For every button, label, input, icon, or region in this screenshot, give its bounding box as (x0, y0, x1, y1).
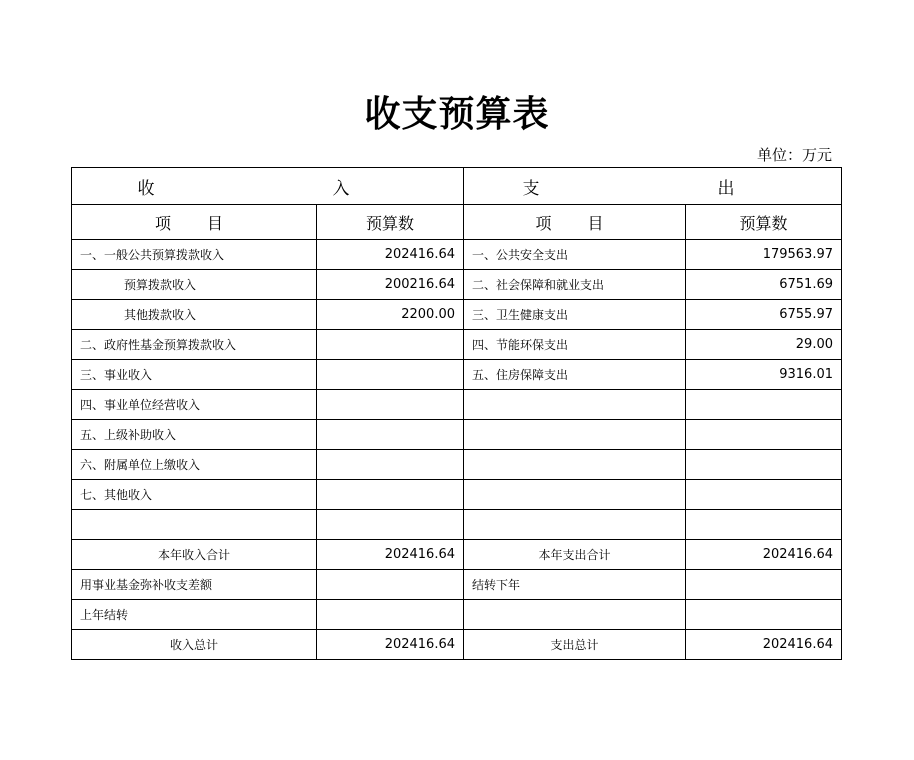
expense-item (464, 600, 686, 630)
income-value (317, 390, 464, 420)
expense-value (686, 420, 842, 450)
expense-value: 29.00 (686, 330, 842, 360)
expense-total-value: 202416.64 (686, 630, 842, 660)
income-item: 二、政府性基金预算拨款收入 (72, 330, 317, 360)
income-budget-header: 预算数 (317, 205, 464, 240)
page-title: 收支预算表 (364, 94, 550, 135)
expense-item: 一、公共安全支出 (464, 240, 686, 270)
table-row (72, 510, 842, 540)
section-expense-header: 支 出 (464, 168, 842, 205)
section-income-header: 收 入 (72, 168, 464, 205)
income-item: 上年结转 (72, 600, 317, 630)
income-item (72, 510, 317, 540)
expense-item: 四、节能环保支出 (464, 330, 686, 360)
expense-item (464, 480, 686, 510)
income-item: 一、一般公共预算拨款收入 (72, 240, 317, 270)
income-subtotal-value: 202416.64 (317, 540, 464, 570)
income-item: 五、上级补助收入 (72, 420, 317, 450)
expense-item: 五、住房保障支出 (464, 360, 686, 390)
expense-item: 结转下年 (464, 570, 686, 600)
income-total-label: 收入总计 (72, 630, 317, 660)
income-item: 预算拨款收入 (72, 270, 317, 300)
expense-value (686, 570, 842, 600)
expense-value: 179563.97 (686, 240, 842, 270)
income-value: 202416.64 (317, 240, 464, 270)
table-row (72, 270, 842, 300)
income-value (317, 330, 464, 360)
income-item: 其他拨款收入 (72, 300, 317, 330)
column-header-row (72, 205, 842, 240)
table-row (72, 600, 842, 630)
income-subtotal-label: 本年收入合计 (72, 540, 317, 570)
expense-value: 9316.01 (686, 360, 842, 390)
table-row (72, 480, 842, 510)
table-row (72, 420, 842, 450)
expense-item (464, 420, 686, 450)
expense-value: 6755.97 (686, 300, 842, 330)
expense-budget-header: 预算数 (686, 205, 842, 240)
expense-item-header: 项 目 (464, 205, 686, 240)
income-item: 三、事业收入 (72, 360, 317, 390)
income-value (317, 480, 464, 510)
table-row (72, 240, 842, 270)
table-row (72, 390, 842, 420)
expense-value (686, 480, 842, 510)
expense-subtotal-value: 202416.64 (686, 540, 842, 570)
budget-table (71, 167, 842, 660)
income-value (317, 570, 464, 600)
income-total-value: 202416.64 (317, 630, 464, 660)
income-item: 四、事业单位经营收入 (72, 390, 317, 420)
income-value (317, 510, 464, 540)
income-item: 用事业基金弥补收支差额 (72, 570, 317, 600)
section-header-row (72, 168, 842, 205)
expense-item: 二、社会保障和就业支出 (464, 270, 686, 300)
expense-value (686, 510, 842, 540)
subtotal-row (72, 540, 842, 570)
table-row (72, 360, 842, 390)
expense-value (686, 390, 842, 420)
expense-item (464, 510, 686, 540)
income-value (317, 420, 464, 450)
expense-total-label: 支出总计 (464, 630, 686, 660)
table-row (72, 570, 842, 600)
unit-label: 单位：万元 (756, 146, 832, 164)
table-row (72, 450, 842, 480)
expense-item: 三、卫生健康支出 (464, 300, 686, 330)
income-value (317, 600, 464, 630)
expense-value (686, 450, 842, 480)
income-value: 200216.64 (317, 270, 464, 300)
grand-total-row (72, 630, 842, 660)
expense-item (464, 450, 686, 480)
income-item: 七、其他收入 (72, 480, 317, 510)
income-item-header: 项 目 (72, 205, 317, 240)
expense-value (686, 600, 842, 630)
table-row (72, 330, 842, 360)
income-item: 六、附属单位上缴收入 (72, 450, 317, 480)
income-value: 2200.00 (317, 300, 464, 330)
income-value (317, 450, 464, 480)
expense-value: 6751.69 (686, 270, 842, 300)
income-value (317, 360, 464, 390)
expense-item (464, 390, 686, 420)
table-row (72, 300, 842, 330)
expense-subtotal-label: 本年支出合计 (464, 540, 686, 570)
